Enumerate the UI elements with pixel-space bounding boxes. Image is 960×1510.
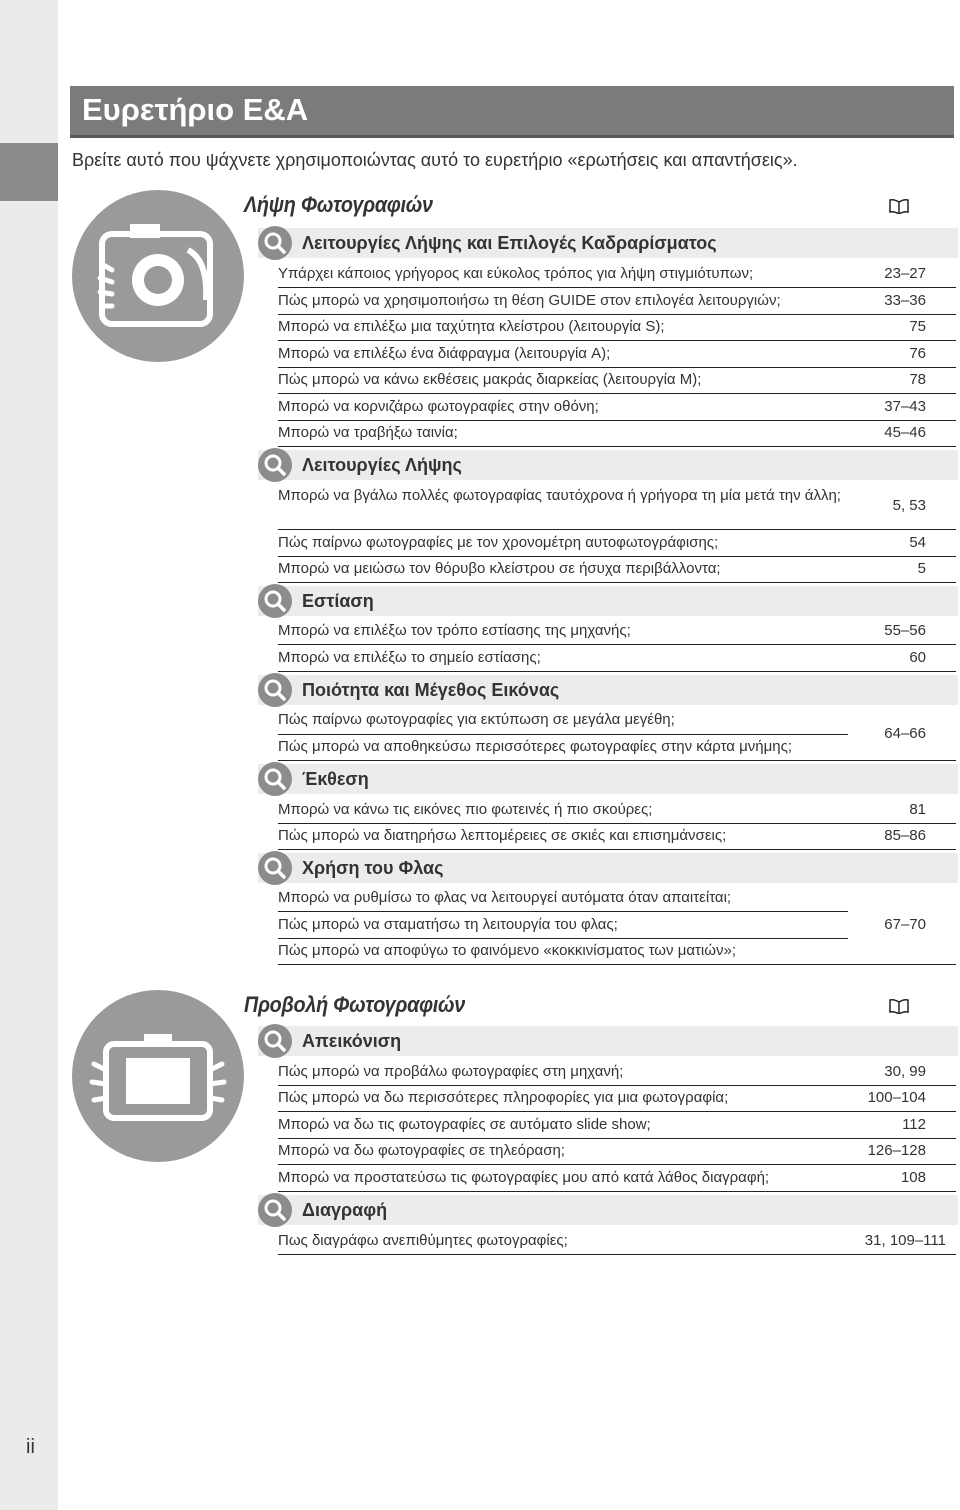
question: Πώς μπορώ να σταματήσω τη λειτουργία του φλας; <box>278 916 618 933</box>
page-ref: 76 <box>909 345 926 362</box>
page-ref: 81 <box>909 801 926 818</box>
divider <box>278 393 956 394</box>
question: Πώς παίρνω φωτογραφίες για εκτύπωση σε μεγάλα μεγέθη; <box>278 711 675 728</box>
category-header <box>258 450 958 480</box>
magnifier-icon <box>258 762 292 796</box>
question: Πώς μπορώ να διατηρήσω λεπτομέρειες σε σκιές και επισημάνσεις; <box>278 827 727 844</box>
question: Μπορώ να βγάλω πολλές φωτογραφίας ταυτόχρονα ή γρήγορα τη μία μετά την άλλη; <box>278 487 841 504</box>
page-ref: 108 <box>900 1169 926 1186</box>
category-label: Διαγραφή <box>302 1200 388 1220</box>
category-label: Ποιότητα και Μέγεθος Εικόνας <box>302 680 560 700</box>
camera-back-icon <box>72 990 244 1162</box>
divider <box>278 529 956 530</box>
page-ref: 23–27 <box>884 265 926 282</box>
question: Υπάρχει κάποιος γρήγορος και εύκολος τρόπος για λήψη στιγμιότυπων; <box>278 265 754 282</box>
title-banner <box>70 86 954 138</box>
page-ref: 45–46 <box>884 424 926 441</box>
divider <box>278 314 956 315</box>
page-ref: 75 <box>909 318 926 335</box>
page-ref: 30, 99 <box>884 1063 926 1080</box>
divider <box>278 1191 956 1192</box>
category-label: Λειτουργίες Λήψης και Επιλογές Καδραρίσματος <box>302 233 717 253</box>
question: Μπορώ να επιλέξω μια ταχύτητα κλείστρου (λειτουργία S); <box>278 318 665 335</box>
magnifier-icon <box>258 448 292 482</box>
question: Μπορώ να προστατεύσω τις φωτογραφίες μου από κατά λάθος διαγραφή; <box>278 1169 770 1186</box>
question: Μπορώ να ρυθμίσω το φλας να λειτουργεί αυτόματα όταν απαιτείται; <box>278 889 732 906</box>
question: Πώς μπορώ να προβάλω φωτογραφίες στη μηχανή; <box>278 1063 624 1080</box>
magnifier-icon <box>258 226 292 260</box>
section-title-playback: Προβολή Φωτογραφιών <box>244 992 466 1017</box>
divider <box>278 938 848 939</box>
divider <box>278 556 956 557</box>
question: Μπορώ να δω φωτογραφίες σε τηλεόραση; <box>278 1142 565 1159</box>
question: Πως διαγράφω ανεπιθύμητες φωτογραφίες; <box>278 1232 568 1249</box>
page-ref: 112 <box>902 1116 926 1133</box>
divider <box>278 582 956 583</box>
divider <box>278 1111 956 1112</box>
page-ref: 55–56 <box>884 622 926 639</box>
divider <box>278 644 956 645</box>
question: Πώς μπορώ να αποφύγω το φαινόμενο «κοκκινίσματος των ματιών»; <box>278 942 736 959</box>
category-label: Λειτουργίες Λήψης <box>302 455 462 475</box>
magnifier-icon <box>258 673 292 707</box>
question: Μπορώ να μειώσω τον θόρυβο κλείστρου σε ήσυχα περιβάλλοντα; <box>278 560 721 577</box>
divider <box>278 823 956 824</box>
page-ref: 78 <box>909 371 926 388</box>
category-header <box>258 1026 958 1056</box>
divider <box>278 671 956 672</box>
side-gutter <box>0 0 58 1510</box>
page-ref: 5, 53 <box>892 497 926 514</box>
question: Μπορώ να επιλέξω το σημείο εστίασης; <box>278 649 541 666</box>
category-header <box>258 764 958 794</box>
page-title: Ευρετήριο Ε&Α <box>82 92 309 127</box>
book-icon <box>888 998 910 1014</box>
question: Μπορώ να κάνω τις εικόνες πιο φωτεινές ή πιο σκούρες; <box>278 801 653 818</box>
question: Πώς παίρνω φωτογραφίες με τον χρονομέτρη αυτοφωτογράφισης; <box>278 534 719 551</box>
question: Πώς μπορώ να δω περισσότερες πληροφορίες για μια φωτογραφία; <box>278 1089 729 1106</box>
page-ref: 37–43 <box>884 398 926 415</box>
chapter-tab <box>0 143 58 201</box>
divider <box>278 420 956 421</box>
magnifier-icon <box>258 584 292 618</box>
question: Πώς μπορώ να χρησιμοποιήσω τη θέση GUIDE στον επιλογέα λειτουργιών; <box>278 292 781 309</box>
divider <box>278 287 956 288</box>
divider <box>278 367 956 368</box>
divider <box>278 760 956 761</box>
list-item <box>278 486 956 528</box>
question: Μπορώ να επιλέξω τον τρόπο εστίασης της μηχανής; <box>278 622 631 639</box>
divider <box>278 1138 956 1139</box>
page-ref: 31, 109–111 <box>864 1232 946 1249</box>
question: Μπορώ να δω τις φωτογραφίες σε αυτόματο slide show; <box>278 1116 651 1133</box>
page-ref: 5 <box>917 560 926 577</box>
question: Πώς μπορώ να αποθηκεύσω περισσότερες φωτογραφίες στην κάρτα μνήμης; <box>278 738 792 755</box>
page-ref: 54 <box>909 534 926 551</box>
magnifier-icon <box>258 851 292 885</box>
section-title-shooting: Λήψη Φωτογραφιών <box>244 192 433 217</box>
divider <box>278 340 956 341</box>
question: Μπορώ να τραβήξω ταινία; <box>278 424 458 441</box>
page-number: ii <box>26 1436 35 1458</box>
question: Πώς μπορώ να κάνω εκθέσεις μακράς διαρκείας (λειτουργία M); <box>278 371 702 388</box>
divider <box>278 911 848 912</box>
category-header <box>258 228 958 258</box>
divider <box>278 964 956 965</box>
divider <box>278 734 848 735</box>
divider <box>278 1085 956 1086</box>
category-header <box>258 1195 958 1225</box>
divider <box>278 1254 956 1255</box>
category-header <box>258 586 958 616</box>
divider <box>278 1164 956 1165</box>
question: Μπορώ να επιλέξω ένα διάφραγμα (λειτουργία A); <box>278 345 611 362</box>
divider <box>278 849 956 850</box>
category-label: Χρήση του Φλας <box>302 858 444 878</box>
page-ref: 64–66 <box>884 725 926 742</box>
question: Μπορώ να κορνιζάρω φωτογραφίες στην οθόνη; <box>278 398 599 415</box>
page-ref: 126–128 <box>867 1142 926 1159</box>
category-label: Απεικόνιση <box>302 1031 402 1051</box>
page-ref: 85–86 <box>884 827 926 844</box>
page-ref: 100–104 <box>867 1089 926 1106</box>
page-ref: 33–36 <box>884 292 926 309</box>
divider <box>278 446 956 447</box>
book-icon <box>888 198 910 214</box>
category-header <box>258 675 958 705</box>
category-label: Εστίαση <box>302 591 374 611</box>
page-ref: 60 <box>909 649 926 666</box>
intro-text: Βρείτε αυτό που ψάχνετε χρησιμοποιώντας αυτό το ευρετήριο «ερωτήσεις και απαντήσεις». <box>72 150 798 170</box>
page-ref: 67–70 <box>884 916 926 933</box>
camera-hands-icon <box>72 190 244 362</box>
magnifier-icon <box>258 1193 292 1227</box>
category-header <box>258 853 958 883</box>
category-label: Έκθεση <box>302 769 369 789</box>
magnifier-icon <box>258 1024 292 1058</box>
